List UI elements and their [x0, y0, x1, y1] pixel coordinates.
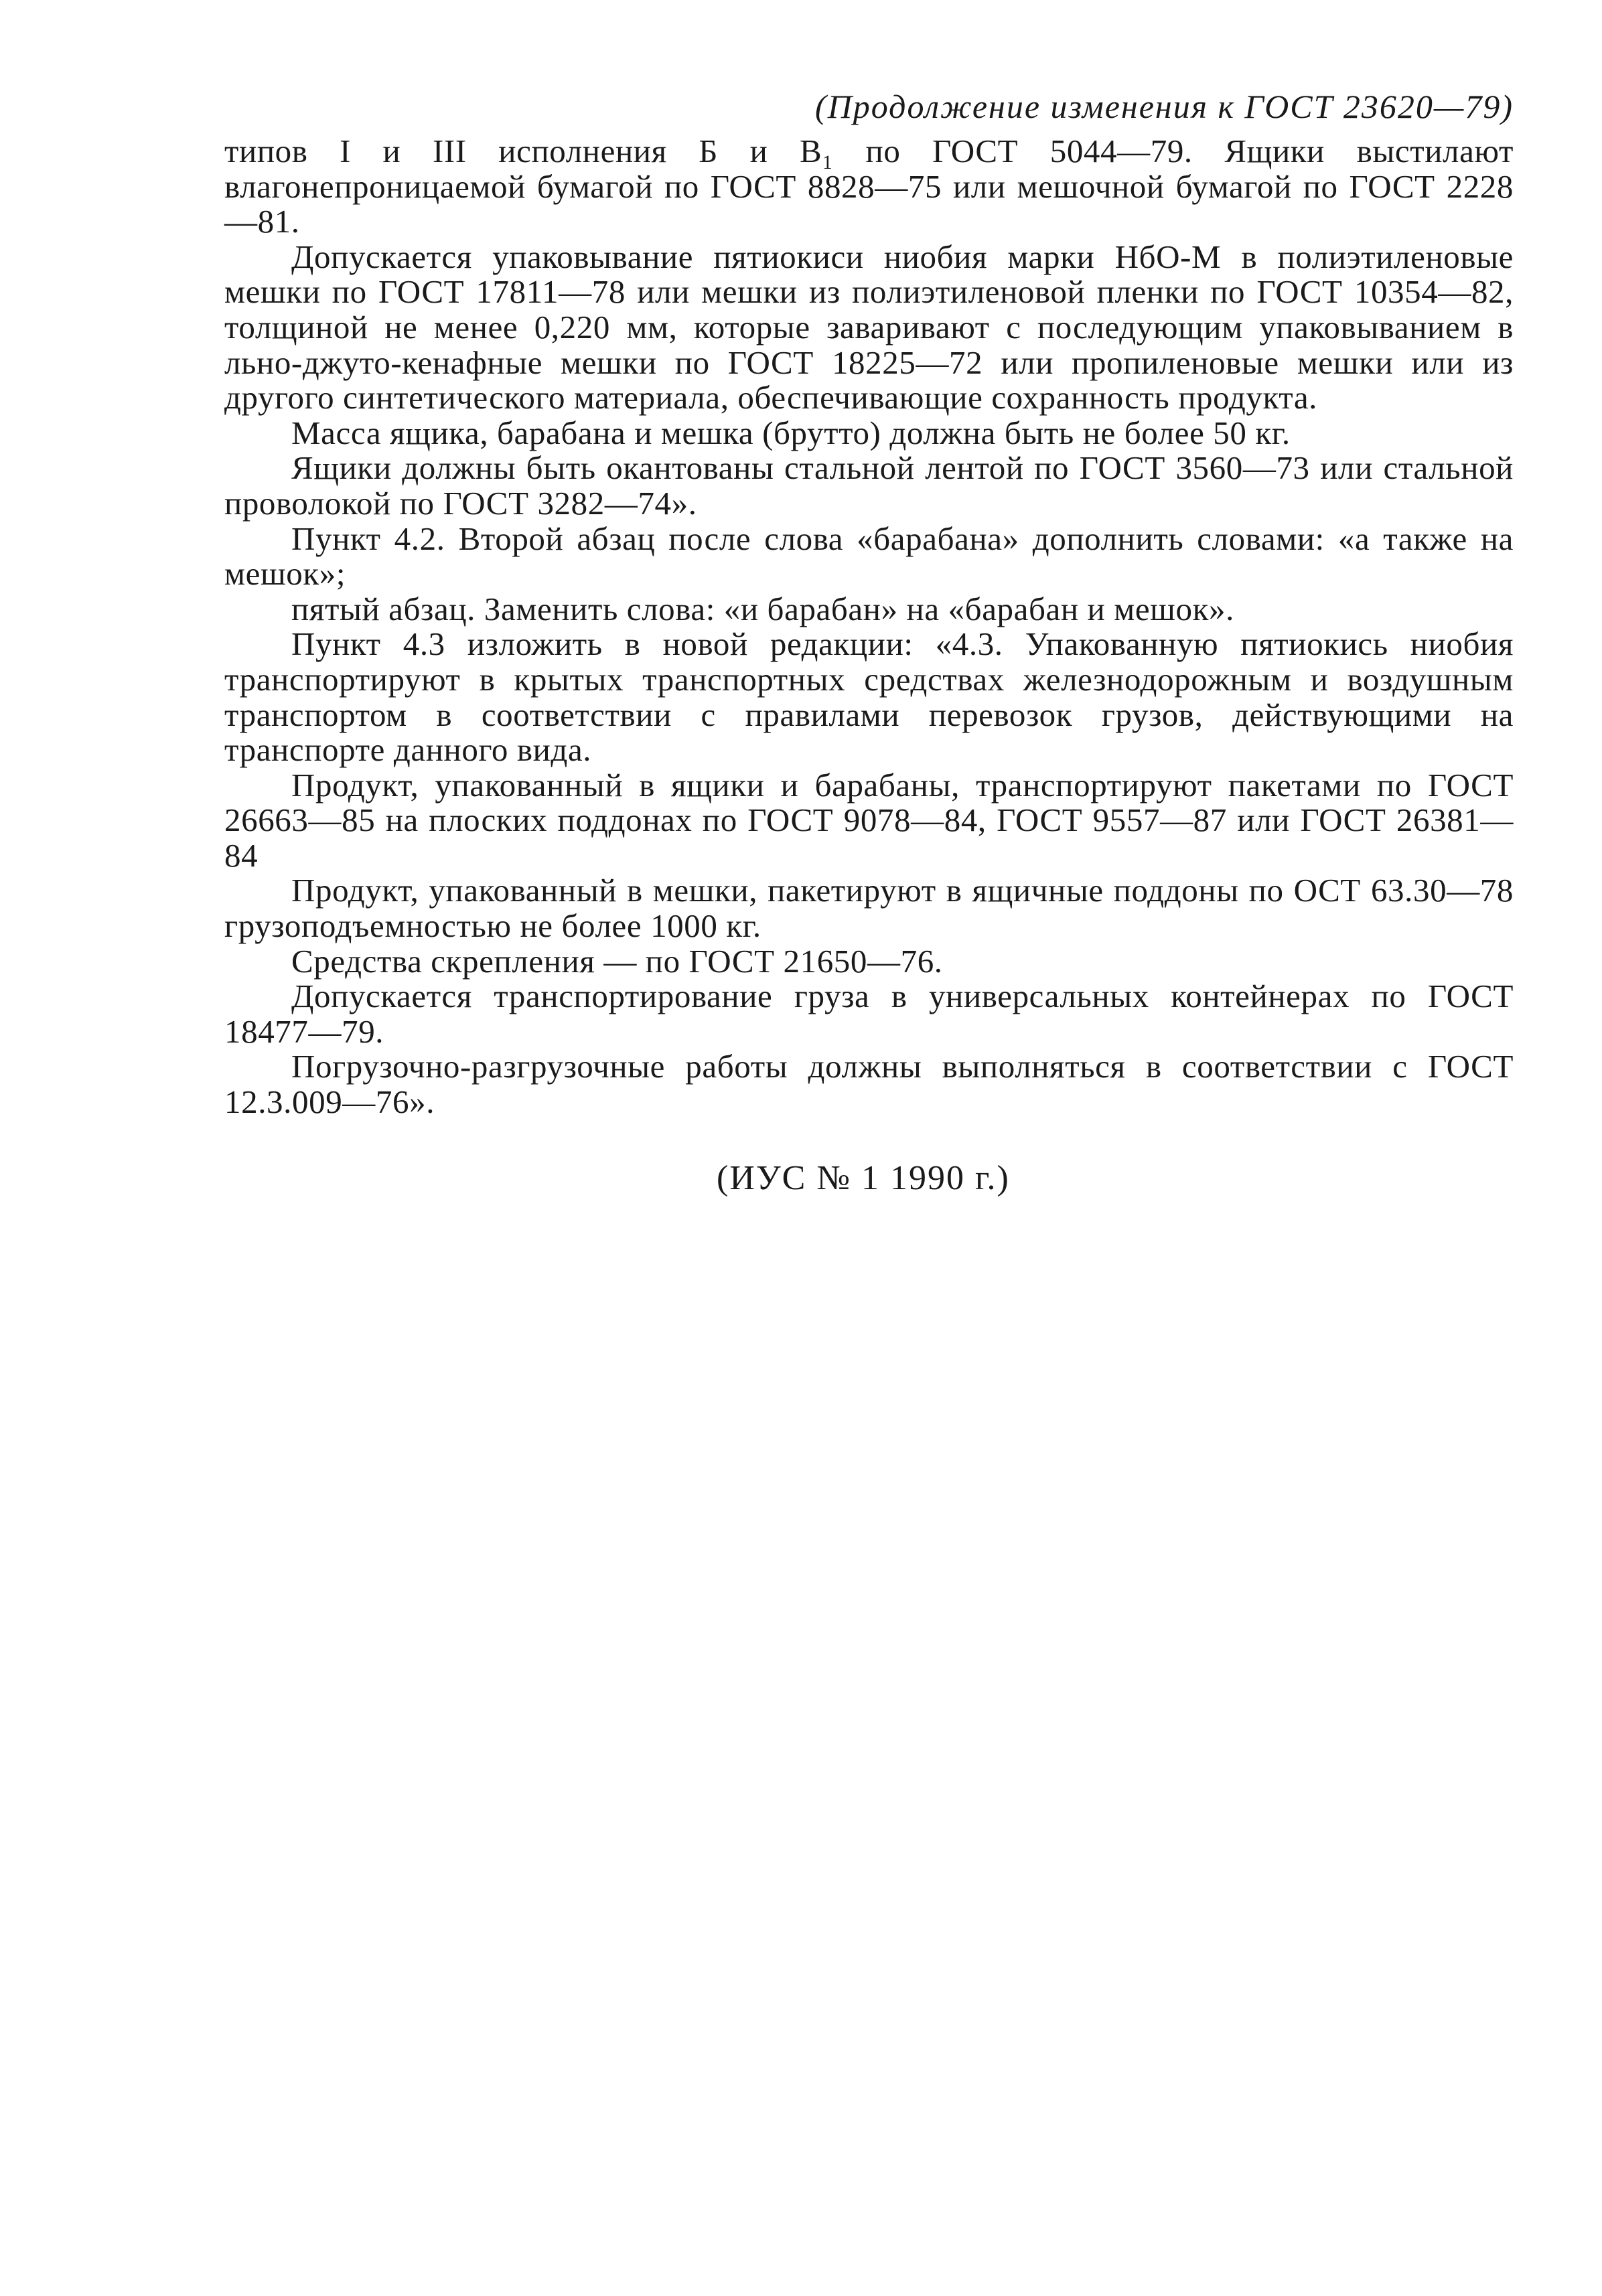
paragraph-fastening: Средства скрепления — по ГОСТ 21650—76.: [291, 942, 943, 980]
paragraph-polyethylene-bags: Допускается упаковывание пятиокиси ниобия марки НбО-М в полиэтиленовые мешки по ГОСТ 17811—78 или мешки из полиэтиленовой пленки по ГОСТ 10354—82, толщиной не менее 0,220 мм, которые заваривают с последующим упаковыванием в льно-джуто-кенафные мешки по ГОСТ 18225—72 или пропиленовые мешки или из другого синтетического материала, обеспечивающие сохранность продукта.: [224, 238, 1514, 416]
paragraph-packaged-bags: Продукт, упакованный в мешки, пакетируют в ящичные поддоны по ОСТ 63.30—78 грузоподъемностью не более 1000 кг.: [224, 872, 1514, 945]
paragraph-packaged-boxes: Продукт, упакованный в ящики и барабаны, транспортируют пакетами по ГОСТ 26663—85 на плоских поддонах по ГОСТ 9078—84, ГОСТ 9557—87 или ГОСТ 26381—84: [224, 766, 1514, 874]
paragraph-fifth-abzac: пятый абзац. Заменить слова: «и барабан» на «барабан и мешок».: [291, 590, 1234, 627]
source-reference: (ИУС № 1 1990 г.): [717, 1159, 1010, 1197]
paragraph-item-4-3: Пункт 4.3 изложить в новой редакции: «4.3. Упакованную пятиокись ниобия транспортируют в крытых транспортных средствах железнодорожным и воздушным транспортом в соответствии с правилами перевозок грузов, действующими на транспорте данного вида.: [224, 625, 1514, 769]
paragraph-item-4-2: Пункт 4.2. Второй абзац после слова «барабана» дополнить словами: «а также на мешок»;: [224, 520, 1514, 593]
continuation-header: (Продолжение изменения к ГОСТ 23620—79): [815, 88, 1514, 125]
paragraph-box-types: типов I и III исполнения Б и В₁ по ГОСТ 5044—79. Ящики выстилают влагонепроницаемой бумагой по ГОСТ 8828—75 или мешочной бумагой по ГОСТ 2228—81.: [224, 133, 1514, 240]
paragraph-box-banding: Ящики должны быть окантованы стальной лентой по ГОСТ 3560—73 или стальной проволокой по ГОСТ 3282—74».: [224, 449, 1514, 522]
paragraph-gross-mass: Масса ящика, барабана и мешка (брутто) должна быть не более 50 кг.: [291, 414, 1291, 451]
paragraph-containers: Допускается транспортирование груза в универсальных контейнерах по ГОСТ 18477—79.: [224, 978, 1514, 1050]
document-body: [224, 134, 1514, 1120]
paragraph-loading: Погрузочно-разгрузочные работы должны выполняться в соответствии с ГОСТ 12.3.009—76».: [224, 1048, 1514, 1121]
